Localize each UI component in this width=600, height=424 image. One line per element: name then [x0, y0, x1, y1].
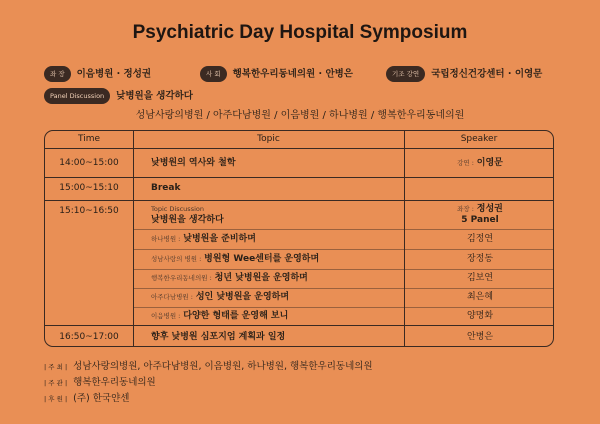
panel-title: 낮병원을 생각하다: [116, 90, 193, 102]
schedule-table: [44, 130, 554, 347]
row-divider: [133, 269, 554, 270]
column-divider: [133, 131, 134, 346]
chair-row: [0, 66, 600, 80]
subrow-speaker: [410, 204, 550, 226]
topic-prefix: Topic Discussion: [151, 205, 204, 213]
row-divider: [133, 249, 554, 250]
subrow-topic: [151, 292, 401, 303]
subrow-topic: [151, 311, 401, 322]
subrow-speaker: 김정연: [466, 234, 494, 244]
row-divider: [45, 200, 553, 201]
panel-hospitals: 성남사랑의병원 / 아주다남병원 / 이음병원 / 하나병원 / 행복한우리동네의원: [135, 110, 465, 121]
subrow-topic: [151, 204, 401, 226]
role-badge: 기조 강연: [386, 66, 425, 82]
topic-prefix: 행복한우리동네의원 :: [151, 274, 212, 282]
speaker-name: 정성권: [476, 204, 503, 214]
subrow-speaker: 양명화: [466, 311, 494, 321]
keynote-item: [386, 66, 542, 82]
topic-title: 병원형 Wee센터를 운영하며: [204, 254, 320, 264]
footer-label: | 주 최 |: [44, 363, 68, 371]
subrow-topic: [151, 254, 401, 265]
topic-title: 다양한 형태를 운영해 보니: [183, 311, 289, 321]
panel-row: [44, 88, 193, 104]
topic-title: 낮병원을 생각하다: [151, 215, 224, 225]
header-speaker: Speaker: [460, 134, 498, 144]
topic-title: 낮병원을 준비하며: [183, 234, 256, 244]
role-badge: 사 회: [200, 66, 227, 82]
row-divider: [45, 177, 553, 178]
footer-sponsor: [44, 393, 129, 405]
row-topic: Break: [151, 183, 181, 193]
row-time: 16:50~17:00: [59, 332, 119, 342]
footer-label: | 후 원 |: [44, 395, 68, 403]
topic-prefix: 하나병원 :: [151, 235, 181, 243]
footer-label: | 주 관 |: [44, 379, 68, 387]
topic-title: 성인 낮병원을 운영하며: [195, 292, 290, 302]
subrow-topic: [151, 273, 401, 284]
row-divider: [133, 288, 554, 289]
speaker-role: 좌장 :: [457, 205, 474, 213]
footer-text: 행복한우리동네의원: [73, 377, 156, 388]
topic-prefix: 아주다남병원 :: [151, 293, 193, 301]
row-time: 14:00~15:00: [59, 158, 119, 168]
footer-text: 성남사랑의병원, 아주다남병원, 이음병원, 하나병원, 행복한우리동네의원: [73, 361, 373, 372]
header-time: Time: [77, 134, 101, 144]
table-header: [45, 131, 553, 149]
topic-prefix: 이음병원 :: [151, 312, 181, 320]
row-topic: 향후 낮병원 심포지엄 계획과 일정: [151, 332, 286, 342]
row-divider: [133, 229, 554, 230]
moderator-name: 행복한우리동네의원 · 안병은: [232, 68, 353, 80]
subrow-topic: [151, 234, 401, 245]
row-time: 15:10~16:50: [59, 206, 119, 216]
subrow-speaker: 장정동: [466, 254, 494, 264]
speaker-role: 강연 :: [457, 159, 474, 167]
role-badge: 좌 장: [44, 66, 71, 82]
row-topic: 낮병원의 역사와 철학: [151, 158, 236, 168]
row-time: 15:00~15:10: [59, 183, 119, 193]
moderator-item: [200, 66, 353, 82]
chair-name: 이음병원 · 정성권: [76, 68, 152, 80]
column-divider: [404, 131, 405, 346]
row-divider: [45, 325, 553, 326]
subrow-speaker: 김보연: [466, 273, 494, 283]
speaker-panel: 5 Panel: [461, 215, 499, 225]
row-speaker: [410, 158, 550, 169]
topic-title: 청년 낮병원을 운영하며: [214, 273, 308, 283]
keynote-name: 국립정신건강센터 · 이영문: [431, 68, 543, 80]
footer-organizer: [44, 377, 156, 389]
footer-text: (주) 한국얀센: [73, 393, 130, 404]
speaker-name: 이영문: [476, 158, 503, 168]
row-divider: [133, 307, 554, 308]
header-topic: Topic: [257, 134, 280, 144]
chair-item: [44, 66, 151, 82]
panel-badge: Panel Discussion: [44, 88, 110, 104]
page-title: Psychiatric Day Hospital Symposium: [132, 22, 468, 43]
topic-prefix: 성남사랑의 병원 :: [151, 255, 202, 263]
footer-host: [44, 361, 373, 373]
row-speaker: 안병은: [466, 332, 494, 342]
subrow-speaker: 최은혜: [466, 292, 494, 302]
